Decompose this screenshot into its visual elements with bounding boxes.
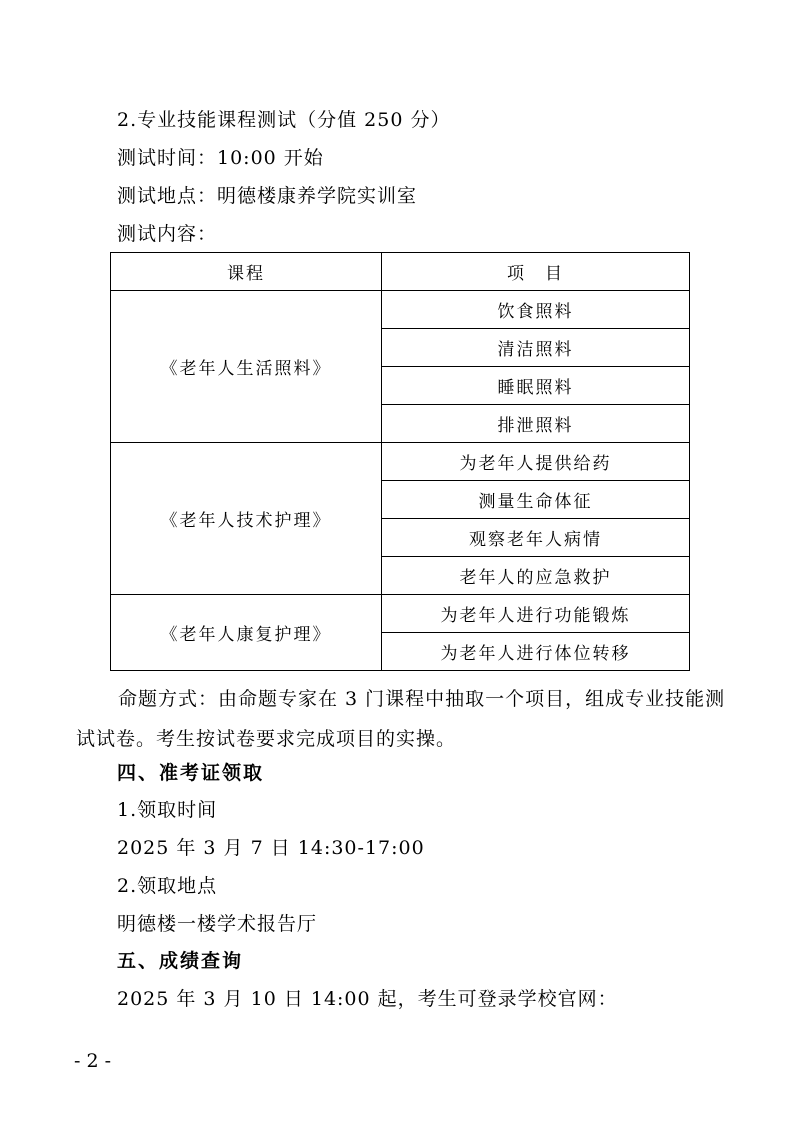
table-row bbox=[111, 595, 690, 633]
item-cell: 清洁照料 bbox=[382, 329, 690, 367]
exam-method-text: 命题方式：由命题专家在 3 门课程中抽取一个项目，组成专业技能测试试卷。考生按试卷要求完成项目的实操。 bbox=[76, 688, 726, 750]
section5-heading: 五、成绩查询 bbox=[117, 950, 244, 972]
score-query-text: 2025 年 3 月 10 日 14:00 起，考生可登录学校官网： bbox=[117, 988, 618, 1010]
page-number: - 2 - bbox=[74, 1050, 112, 1072]
item-cell: 为老年人进行体位转移 bbox=[382, 633, 690, 671]
item-cell: 测量生命体征 bbox=[382, 481, 690, 519]
pickup-location-value: 明德楼一楼学术报告厅 bbox=[117, 913, 318, 935]
test-content-label: 测试内容： bbox=[117, 223, 218, 245]
course-table bbox=[110, 252, 690, 671]
course-cell: 《老年人生活照料》 bbox=[111, 291, 382, 443]
section4-heading: 四、准考证领取 bbox=[117, 762, 265, 784]
exam-method-paragraph bbox=[76, 679, 726, 759]
item-cell: 睡眠照料 bbox=[382, 367, 690, 405]
test-time: 测试时间：10:00 开始 bbox=[117, 147, 324, 169]
header-item: 项 目 bbox=[382, 253, 690, 291]
section2-heading: 2.专业技能课程测试（分值 250 分） bbox=[117, 109, 451, 131]
header-course: 课程 bbox=[111, 253, 382, 291]
table-row bbox=[111, 443, 690, 481]
pickup-location-label: 2.领取地点 bbox=[117, 875, 218, 897]
pickup-time-value: 2025 年 3 月 7 日 14:30-17:00 bbox=[117, 837, 425, 859]
course-cell: 《老年人技术护理》 bbox=[111, 443, 382, 595]
item-cell: 老年人的应急救护 bbox=[382, 557, 690, 595]
item-cell: 观察老年人病情 bbox=[382, 519, 690, 557]
item-cell: 排泄照料 bbox=[382, 405, 690, 443]
item-cell: 为老年人进行功能锻炼 bbox=[382, 595, 690, 633]
table-row bbox=[111, 291, 690, 329]
pickup-time-label: 1.领取时间 bbox=[117, 799, 218, 821]
test-location: 测试地点：明德楼康养学院实训室 bbox=[117, 185, 418, 207]
item-cell: 为老年人提供给药 bbox=[382, 443, 690, 481]
course-cell: 《老年人康复护理》 bbox=[111, 595, 382, 671]
item-cell: 饮食照料 bbox=[382, 291, 690, 329]
table-header-row bbox=[111, 253, 690, 291]
